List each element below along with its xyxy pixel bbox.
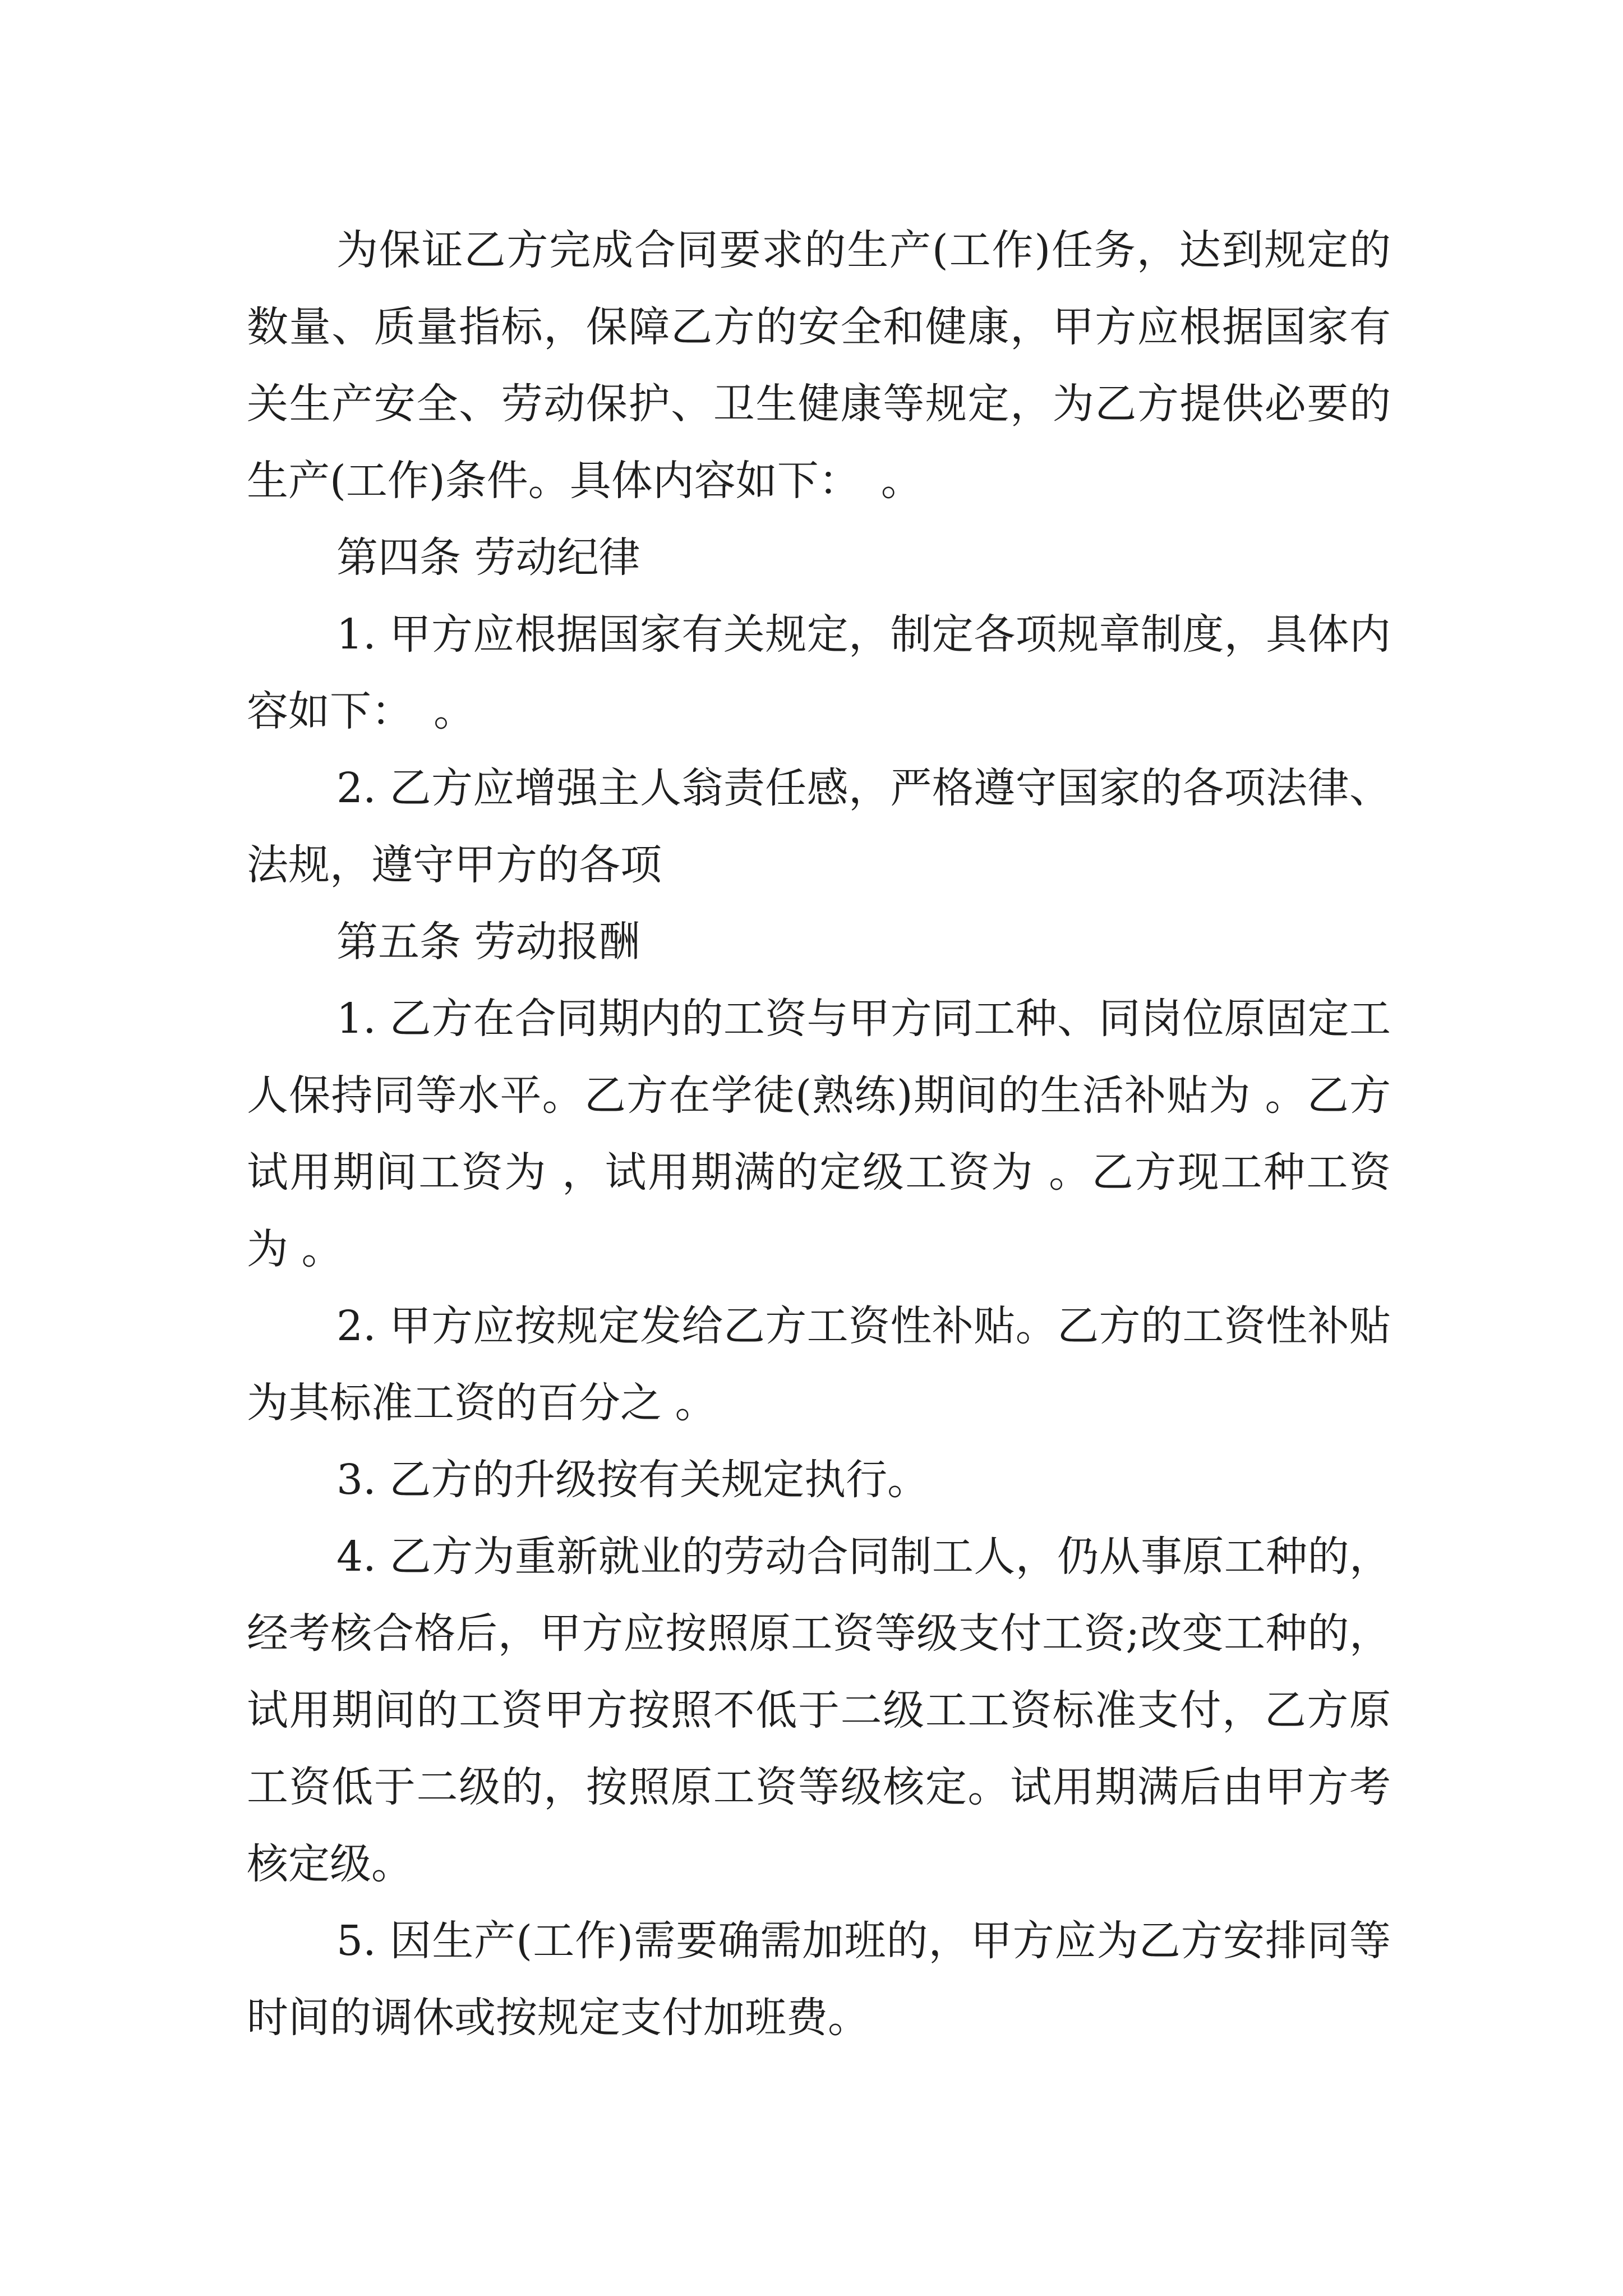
document-body bbox=[247, 212, 1391, 2056]
paragraph-5-1: 1. 乙方在合同期内的工资与甲方同工种、同岗位原固定工人保持同等水平。乙方在学徒(熟练)期间的生活补贴为 。乙方试用期间工资为 ，试用期满的定级工资为 。乙方现工种工资为 。 bbox=[247, 995, 1391, 1273]
paragraph-4-1: 1. 甲方应根据国家有关规定，制定各项规章制度，具体内容如下： 。 bbox=[247, 610, 1391, 735]
heading-article-5: 第五条 劳动报酬 bbox=[336, 918, 640, 966]
paragraph-5-5: 5. 因生产(工作)需要确需加班的，甲方应为乙方安排同等时间的调休或按规定支付加班费。 bbox=[247, 1917, 1391, 2042]
paragraph-4-2: 2. 乙方应增强主人翁责任感，严格遵守国家的各项法律、法规，遵守甲方的各项 bbox=[247, 764, 1391, 889]
paragraph-working-conditions: 为保证乙方完成合同要求的生产(工作)任务，达到规定的数量、质量指标，保障乙方的安全和健康，甲方应根据国家有关生产安全、劳动保护、卫生健康等规定，为乙方提供必要的生产(工作)条件。具体内容如下： 。 bbox=[247, 226, 1391, 505]
paragraph-5-4: 4. 乙方为重新就业的劳动合同制工人，仍从事原工种的，经考核合格后，甲方应按照原工资等级支付工资;改变工种的，试用期间的工资甲方按照不低于二级工工资标准支付，乙方原工资低于二级的，按照原工资等级核定。试用期满后由甲方考核定级。 bbox=[247, 1533, 1391, 1888]
paragraph-5-3: 3. 乙方的升级按有关规定执行。 bbox=[336, 1456, 929, 1504]
heading-article-4: 第四条 劳动纪律 bbox=[336, 533, 640, 582]
paragraph-5-2: 2. 甲方应按规定发给乙方工资性补贴。乙方的工资性补贴为其标准工资的百分之 。 bbox=[247, 1302, 1391, 1427]
